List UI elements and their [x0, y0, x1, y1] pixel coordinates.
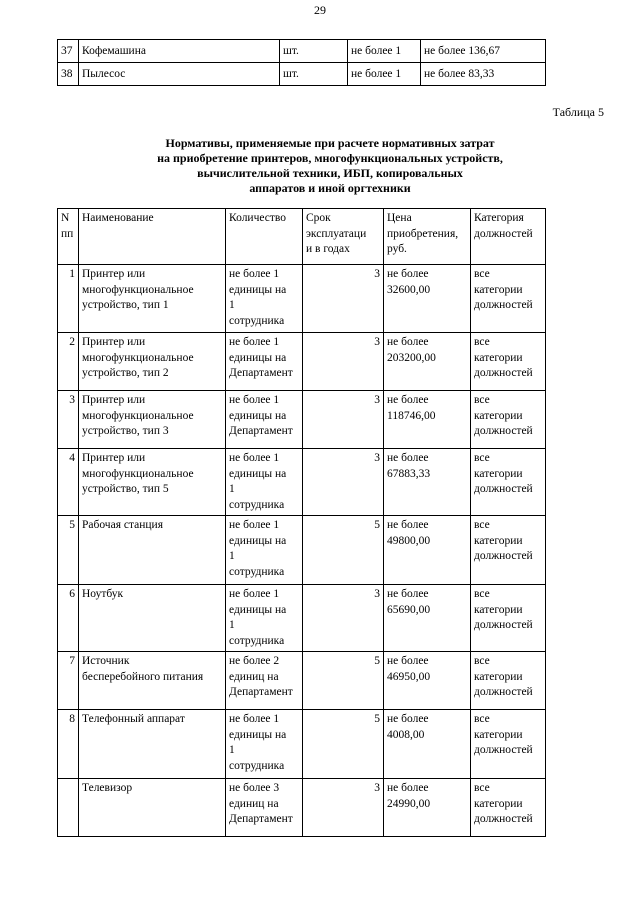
page-number: 29: [314, 3, 326, 17]
cell-line: 65690,00: [387, 603, 431, 616]
cell-line: не более 2: [229, 655, 280, 667]
cell-num: 38: [58, 63, 79, 86]
cell-line: Ноутбук: [82, 588, 124, 600]
cell-line: все: [474, 655, 490, 667]
cell-qty: [226, 710, 303, 779]
cell-category: [471, 710, 546, 779]
cell-term: 3: [303, 779, 384, 837]
cell-line: должностей: [474, 619, 533, 631]
cell-line: категории: [474, 797, 523, 810]
cell-line: сотрудника: [229, 314, 285, 327]
cell-qty: [226, 779, 303, 837]
cell-line: категории: [474, 409, 523, 422]
table-row: [58, 449, 546, 516]
cell-line: Категория: [474, 212, 524, 224]
cell-line: единиц на: [229, 670, 279, 683]
cell-term: 3: [303, 449, 384, 516]
cell-term: 3: [303, 333, 384, 391]
cell-line: Принтер или: [82, 336, 146, 348]
cell-name: [79, 333, 226, 391]
cell-category: [471, 779, 546, 837]
cell-line: единицы на: [229, 728, 287, 741]
table-row: [58, 63, 546, 86]
header-qty: [226, 209, 303, 265]
cell-qty: [226, 585, 303, 652]
top-table: [57, 39, 546, 86]
cell-line: единицы на: [229, 409, 287, 422]
cell-line: все: [474, 268, 490, 280]
table-row: [58, 585, 546, 652]
cell-line: эксплуатаци: [306, 227, 367, 240]
cell-category: [471, 449, 546, 516]
table-heading: [120, 136, 540, 196]
top-table-body: [58, 40, 546, 86]
cell-line: единицы на: [229, 603, 287, 616]
cell-price: [384, 516, 471, 585]
cell-category: [471, 391, 546, 449]
cell-line: Количество: [229, 212, 286, 224]
cell-line: многофункциональное: [82, 351, 194, 364]
cell-line: сотрудника: [229, 565, 285, 578]
table-row: [58, 710, 546, 779]
cell-num: 8: [58, 710, 79, 779]
cell-line: пп: [61, 227, 74, 240]
cell-line: многофункциональное: [82, 467, 194, 480]
cell-line: категории: [474, 467, 523, 480]
cell-line: все: [474, 336, 490, 348]
cell-price: [384, 449, 471, 516]
header-row: [58, 209, 546, 265]
cell-term: 5: [303, 652, 384, 710]
cell-qty: [226, 391, 303, 449]
cell-price: [384, 391, 471, 449]
cell-num: [58, 779, 79, 837]
cell-num: 2: [58, 333, 79, 391]
cell-price: [384, 585, 471, 652]
cell-num: 1: [58, 265, 79, 333]
cell-line: Рабочая станция: [82, 519, 163, 531]
cell-name: [79, 652, 226, 710]
cell-line: должностей: [474, 299, 533, 311]
cell-name: [79, 779, 226, 837]
cell-line: Принтер или: [82, 268, 146, 280]
cell-line: многофункциональное: [82, 409, 194, 422]
cell-line: категории: [474, 728, 523, 741]
cell-line: не более 1: [229, 519, 280, 531]
cell-qty: [226, 449, 303, 516]
cell-line: единиц на: [229, 797, 279, 810]
cell-num: 5: [58, 516, 79, 585]
cell-line: и в годах: [306, 243, 350, 255]
cell-line: единицы на: [229, 467, 287, 480]
cell-line: категории: [474, 603, 523, 616]
cell-price: не более 83,33: [421, 63, 546, 86]
cell-term: 5: [303, 516, 384, 585]
cell-line: 1: [229, 483, 235, 495]
cell-name: [79, 449, 226, 516]
cell-price: [384, 265, 471, 333]
header-num: [58, 209, 79, 265]
cell-category: [471, 516, 546, 585]
cell-num: 6: [58, 585, 79, 652]
cell-line: категории: [474, 534, 523, 547]
cell-line: Департамент: [229, 425, 293, 437]
cell-line: Департамент: [229, 813, 293, 825]
cell-line: все: [474, 452, 490, 464]
cell-line: 24990,00: [387, 797, 431, 810]
cell-line: 32600,00: [387, 283, 431, 296]
cell-line: 1: [229, 744, 235, 756]
cell-line: 1: [229, 299, 235, 311]
cell-line: должностей: [474, 550, 533, 562]
cell-line: 4008,00: [387, 728, 425, 741]
cell-line: не более: [387, 394, 429, 406]
table-row: [58, 516, 546, 585]
table-row: [58, 779, 546, 837]
cell-line: Цена: [387, 212, 412, 224]
cell-price: не более 136,67: [421, 40, 546, 63]
cell-line: 67883,33: [387, 467, 431, 480]
heading-line: аппаратов и иной оргтехники: [249, 181, 411, 195]
cell-line: не более: [387, 655, 429, 667]
cell-line: все: [474, 519, 490, 531]
cell-qty: не более 1: [348, 63, 421, 86]
cell-line: 49800,00: [387, 534, 431, 547]
cell-line: 1: [229, 619, 235, 631]
cell-num: 37: [58, 40, 79, 63]
cell-line: должностей: [474, 686, 533, 698]
cell-line: устройство, тип 1: [82, 299, 169, 311]
cell-line: бесперебойного питания: [82, 670, 204, 683]
cell-line: не более 1: [229, 394, 280, 406]
cell-unit: шт.: [280, 63, 348, 86]
cell-qty: [226, 516, 303, 585]
cell-line: все: [474, 713, 490, 725]
cell-line: руб.: [387, 243, 407, 255]
cell-line: Телефонный аппарат: [82, 713, 185, 725]
cell-category: [471, 585, 546, 652]
cell-line: не более: [387, 336, 429, 348]
cell-price: [384, 652, 471, 710]
cell-qty: [226, 333, 303, 391]
cell-line: категории: [474, 351, 523, 364]
cell-line: 1: [229, 550, 235, 562]
cell-line: не более 1: [229, 713, 280, 725]
cell-price: [384, 779, 471, 837]
header-price: [384, 209, 471, 265]
cell-line: категории: [474, 670, 523, 683]
cell-line: не более 1: [229, 268, 280, 280]
cell-term: 3: [303, 265, 384, 333]
cell-name: [79, 585, 226, 652]
cell-line: не более 1: [229, 588, 280, 600]
table-row: [58, 265, 546, 333]
cell-line: 118746,00: [387, 409, 436, 422]
cell-line: должностей: [474, 425, 533, 437]
cell-line: сотрудника: [229, 498, 285, 511]
cell-line: сотрудника: [229, 759, 285, 772]
cell-term: 3: [303, 391, 384, 449]
cell-line: не более 3: [229, 782, 280, 794]
cell-name: [79, 391, 226, 449]
cell-line: должностей: [474, 227, 533, 240]
cell-line: должностей: [474, 813, 533, 825]
cell-num: 7: [58, 652, 79, 710]
cell-unit: шт.: [280, 40, 348, 63]
cell-line: Принтер или: [82, 452, 146, 464]
norms-table: [57, 208, 546, 837]
cell-line: приобретения,: [387, 227, 459, 240]
cell-line: Телевизор: [82, 782, 133, 794]
cell-qty: [226, 652, 303, 710]
cell-line: 46950,00: [387, 670, 431, 683]
cell-line: все: [474, 588, 490, 600]
cell-num: 3: [58, 391, 79, 449]
cell-qty: [226, 265, 303, 333]
cell-line: не более: [387, 713, 429, 725]
cell-line: Департамент: [229, 367, 293, 379]
table-row: [58, 391, 546, 449]
cell-line: должностей: [474, 483, 533, 495]
cell-line: не более 1: [229, 452, 280, 464]
header-category: [471, 209, 546, 265]
cell-line: Наименование: [82, 212, 154, 224]
cell-line: единицы на: [229, 351, 287, 364]
cell-line: должностей: [474, 367, 533, 379]
cell-category: [471, 652, 546, 710]
heading-line: вычислительной техники, ИБП, копировальных: [197, 166, 463, 180]
heading-line: на приобретение принтеров, многофункциональных устройств,: [157, 151, 503, 165]
cell-price: [384, 333, 471, 391]
cell-line: не более: [387, 588, 429, 600]
cell-name: Пылесос: [79, 63, 280, 86]
cell-category: [471, 265, 546, 333]
cell-line: устройство, тип 3: [82, 425, 169, 437]
cell-line: все: [474, 394, 490, 406]
cell-line: категории: [474, 283, 523, 296]
table-row: [58, 333, 546, 391]
cell-name: [79, 265, 226, 333]
cell-line: не более 1: [229, 336, 280, 348]
cell-line: 203200,00: [387, 351, 436, 364]
cell-term: 5: [303, 710, 384, 779]
cell-line: устройство, тип 5: [82, 483, 169, 495]
cell-num: 4: [58, 449, 79, 516]
header-term: [303, 209, 384, 265]
table-label: Таблица 5: [552, 105, 604, 119]
cell-line: Департамент: [229, 686, 293, 698]
header-name: [79, 209, 226, 265]
cell-line: сотрудника: [229, 634, 285, 647]
cell-line: не более: [387, 519, 429, 531]
cell-line: все: [474, 782, 490, 794]
cell-term: 3: [303, 585, 384, 652]
table-row: [58, 40, 546, 63]
cell-line: единицы на: [229, 534, 287, 547]
cell-line: Источник: [82, 655, 130, 667]
cell-line: Срок: [306, 212, 331, 224]
cell-name: [79, 710, 226, 779]
cell-name: Кофемашина: [79, 40, 280, 63]
cell-qty: не более 1: [348, 40, 421, 63]
cell-line: не более: [387, 268, 429, 280]
cell-line: единицы на: [229, 283, 287, 296]
table-row: [58, 652, 546, 710]
norms-table-body: [58, 209, 546, 837]
cell-line: N: [61, 212, 70, 224]
cell-line: Принтер или: [82, 394, 146, 406]
cell-line: многофункциональное: [82, 283, 194, 296]
cell-name: [79, 516, 226, 585]
cell-line: не более: [387, 452, 429, 464]
cell-category: [471, 333, 546, 391]
cell-line: должностей: [474, 744, 533, 756]
heading-line: Нормативы, применяемые при расчете нормативных затрат: [165, 136, 495, 150]
cell-line: не более: [387, 782, 429, 794]
cell-line: устройство, тип 2: [82, 367, 169, 379]
cell-price: [384, 710, 471, 779]
